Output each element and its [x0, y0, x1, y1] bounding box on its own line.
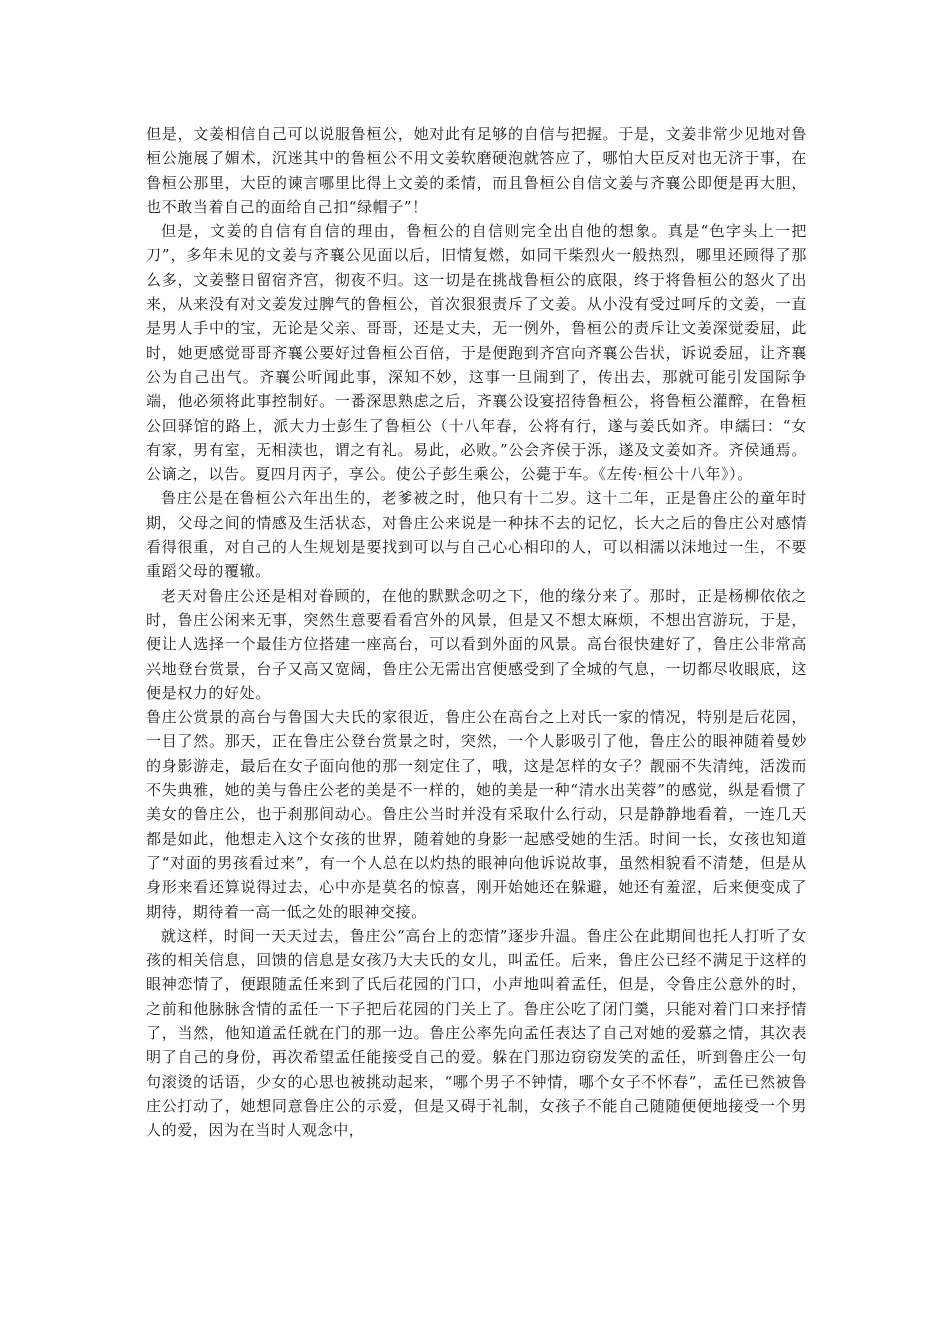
paragraph-3: 鲁庄公是在鲁桓公六年出生的，老爹被之时，他只有十二岁。这十二年，正是鲁庄公的童年时期，父母之间的情感及生活状态，对鲁庄公来说是一种抹不去的记忆，长大之后的鲁庄公对感情看得很重，对自己的人生规划是要找到可以与自己心心相印的人，可以相濡以沫地过一生，不要重蹈父母的覆辙。	[146, 489, 807, 581]
paragraph-4: 老天对鲁庄公还是相对眷顾的，在他的默默念叨之下，他的缘分来了。那时，正是杨柳依依之时，鲁庄公闲来无事，突然生意要看看宫外的风景，但是又不想太麻烦，不想出宫游玩，于是，便让人选择一个最佳方位搭建一座高台，可以看到外面的风景。高台很快建好了，鲁庄公非常高兴地登台赏景，台子又高又宽阔，鲁庄公无需出宫便感受到了全城的气息，一切都尽收眼底，这便是权力的好处。	[146, 586, 807, 702]
article-body	[146, 122, 807, 1142]
paragraph-2: 但是，文姜的自信有自信的理由，鲁桓公的自信则完全出自他的想象。真是“色字头上一把刀”，多年未见的文姜与齐襄公见面以后，旧情复燃，如同干柴烈火一般热烈，哪里还顾得了那么多，文姜整日留宿齐宫，彻夜不归。这一切是在挑战鲁桓公的底限，终于将鲁桓公的怒火了出来，从来没有对文姜发过脾气的鲁桓公，首次狠狠责斥了文姜。从小没有受过呵斥的文姜，一直是男人手中的宝，无论是父亲、哥哥，还是丈夫，无一例外，鲁桓公的责斥让文姜深觉委屈，此时，她更感觉哥哥齐襄公要好过鲁桓公百倍，于是便跑到齐宫向齐襄公告状，诉说委屈，让齐襄公为自己出气。齐襄公听闻此事，深知不妙，这事一旦闹到了，传出去，那就可能引发国际争端，他必须将此事控制好。一番深思熟虑之后，齐襄公设宴招待鲁桓公，将鲁桓公灌醉，在鲁桓公回驿馆的路上，派大力士彭生了鲁桓公（十八年春，公将有行，遂与姜氏如齐。申繻曰：“女有家，男有室，无相渎也，谓之有礼。易此，必败。”公会齐侯于泺，遂及文姜如齐。齐侯通焉。公谪之，以告。夏四月丙子，享公。使公子彭生乘公，公薨于车。《左传·桓公十八年》）。	[146, 222, 807, 484]
paragraph-6: 就这样，时间一天天过去，鲁庄公“高台上的恋情”逐步升温。鲁庄公在此期间也托人打听了女孩的相关信息，回馈的信息是女孩乃大夫氏的女儿，叫孟任。后来，鲁庄公已经不满足于这样的眼神恋情了，便跟随孟任来到了氏后花园的门口，小声地叫着孟任，但是，令鲁庄公意外的时，之前和他脉脉含情的孟任一下子把后花园的门关上了。鲁庄公吃了闭门羹，只能对着门口来抒情了，当然，他知道孟任就在门的那一边。鲁庄公率先向孟任表达了自己对她的爱慕之情，其次表明了自己的身份，再次希望孟任能接受自己的爱。躲在门那边窃窃发笑的孟任，听到鲁庄公一句句滚烫的话语，少女的心思也被挑动起来，“哪个男子不钟情，哪个女子不怀春”，孟任已然被鲁庄公打动了，她想同意鲁庄公的示爱，但是又碍于礼制，女孩子不能自己随随便便地接受一个男人的爱，因为在当时人观念中，	[146, 926, 807, 1140]
paragraph-1: 但是，文姜相信自己可以说服鲁桓公，她对此有足够的自信与把握。于是，文姜非常少见地对鲁桓公施展了媚术，沉迷其中的鲁桓公不用文姜软磨硬泡就答应了，哪怕大臣反对也无济于事，在鲁桓公那里，大臣的谏言哪里比得上文姜的柔情，而且鲁桓公自信文姜与齐襄公即便是再大胆，也不敢当着自己的面给自己扣“绿帽子”！	[146, 125, 807, 216]
paragraph-5: 鲁庄公赏景的高台与鲁国大夫氏的家很近，鲁庄公在高台之上对氏一家的情况，特别是后花园，一目了然。那天，正在鲁庄公登台赏景之时，突然，一个人影吸引了他，鲁庄公的眼神随着曼妙的身影游走，最后在女子面向他的那一刻定住了，哦，这是怎样的女子？靓丽不失清纯，活泼而不失典雅，她的美与鲁庄公老的美是不一样的，她的美是一种“清水出芙蓉”的感觉，纵是看惯了美女的鲁庄公，也于刹那间动心。鲁庄公当时并没有采取什么行动，只是静静地看着，一连几天都是如此，他想走入这个女孩的世界，随着她的身影一起感受她的生活。时间一长，女孩也知道了“对面的男孩看过来”，有一个人总在以灼热的眼神向他诉说故事，虽然相貌看不清楚，但是从身形来看还算说得过去，心中亦是莫名的惊喜，刚开始她还在躲避，她还有羞涩，后来便变成了期待，期待着一高一低之处的眼神交接。	[146, 708, 807, 921]
